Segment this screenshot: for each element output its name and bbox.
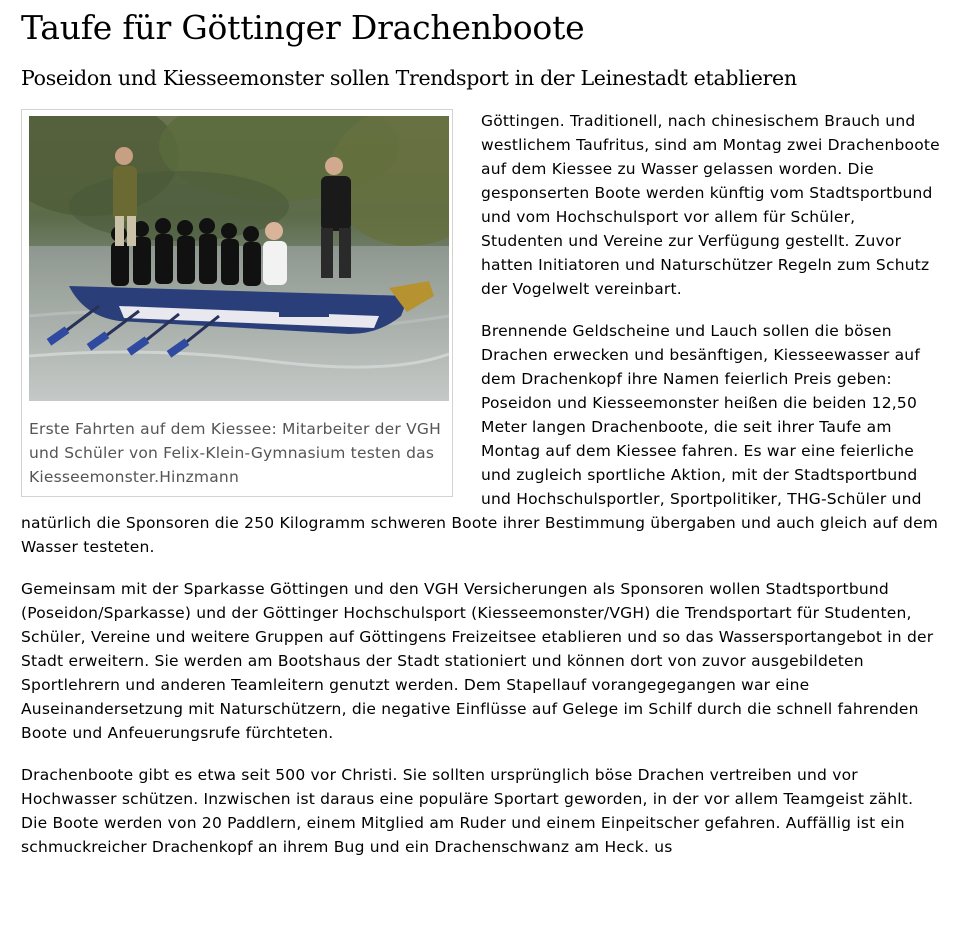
subheadline: Poseidon und Kiesseemonster sollen Trendsport in der Leinestadt etablieren [21, 66, 797, 90]
photo-figure [21, 109, 453, 497]
paragraph-2: Brennende Geldscheine und Lauch sollen die bösen Drachen erwecken und besänftigen, Kiesseewasser auf dem Drachenkopf ihre Namen feierlich Preis geben: Poseidon und Kiesseemonster heißen die beiden 12,50 Meter langen Drachenboote, die seit ihrer Taufe am Montag auf dem Kiessee fahren. Es war eine feierliche und zugleich sportliche Aktion, mit der Stadtsportbund und Hochschulsportler, Sportpolitiker, THG-Schüler und natürlich die Sponsoren die 250 Kilogramm schweren Boote ihrer Bestimmung übergaben und auch gleich auf dem Wasser testeten. [21, 322, 939, 556]
article-body [21, 109, 941, 859]
headline: Taufe für Göttinger Drachenboote [21, 8, 585, 47]
paragraph-3: Gemeinsam mit der Sparkasse Göttingen und den VGH Versicherungen als Sponsoren wollen Stadtsportbund (Poseidon/Sparkasse) und der Göttinger Hochschulsport (Kiesseemonster/VGH) die Trendsportart für Studenten, Schüler, Vereine und weitere Gruppen auf Göttingens Freizeitsee etablieren und so das Wassersportangebot in der Stadt erweitern. Sie werden am Bootshaus der Stadt stationiert und können dort von zuvor ausgebildeten Sportlehrern und anderen Teamleitern genutzt werden. Dem Stapellauf vorangegegangen war eine Auseinandersetzung mit Naturschützern, die negative Einflüsse auf Gelege im Schilf durch die schnell fahrenden Boote und Anfeuerungsrufe fürchteten. [21, 580, 934, 742]
article [21, 0, 941, 877]
dragon-boat-photo [29, 116, 449, 401]
paragraph-1: Göttingen. Traditionell, nach chinesischem Brauch und westlichem Taufritus, sind am Montag zwei Drachenboote auf dem Kiessee zu Wasser gelassen worden. Die gesponserten Boote werden künftig vom Stadtsportbund und vom Hochschulsport vor allem für Schüler, Studenten und Vereine zur Verfügung gestellt. Zuvor hatten Initiatoren und Naturschützer Regeln zum Schutz der Vogelwelt vereinbart. [481, 112, 940, 298]
photo-caption: Erste Fahrten auf dem Kiessee: Mitarbeiter der VGH und Schüler von Felix-Klein-Gymnasium testen das Kiesseemonster.Hinzmann [29, 420, 441, 486]
paragraph-4: Drachenboote gibt es etwa seit 500 vor Christi. Sie sollten ursprünglich böse Drachen vertreiben und vor Hochwasser schützen. Inzwischen ist daraus eine populäre Sportart geworden, in der vor allem Teamgeist zählt. Die Boote werden von 20 Paddlern, einem Mitglied am Ruder und einem Einpeitscher gefahren. Auffällig ist ein schmuckreicher Drachenkopf an ihrem Bug und ein Drachenschwanz am Heck. us [21, 766, 914, 856]
